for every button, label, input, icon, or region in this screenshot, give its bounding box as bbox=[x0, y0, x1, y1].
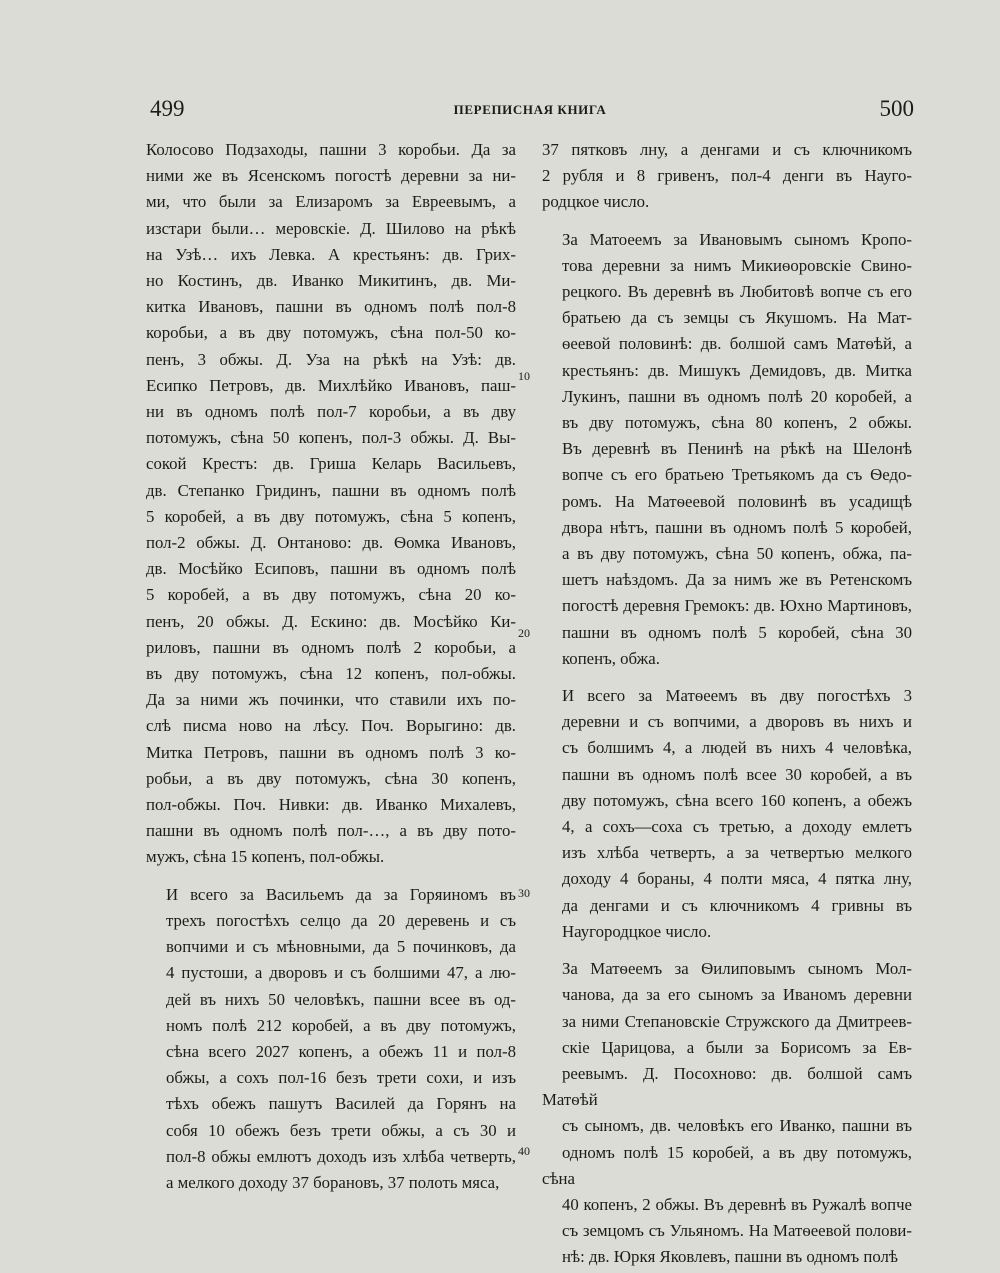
right-page-number: 500 bbox=[879, 96, 914, 121]
text-line: слѣ писма ново на лѣсу. Поч. Ворыгино: дв. bbox=[146, 716, 516, 736]
text-line: одномъ полѣ 15 коробей, а въ дву потомужъ, сѣна bbox=[542, 1142, 912, 1188]
text-line: За Матѳеемъ за Ѳилиповымъ сыномъ Мол- bbox=[562, 959, 912, 979]
text-line: вопчими и съ мѣновными, да 5 починковъ, да bbox=[166, 937, 516, 957]
text-line: пенъ, 3 обжы. Д. Уза на рѣкѣ на Узѣ: дв. bbox=[146, 349, 516, 369]
text-line: пол-обжы. Поч. Нивки: дв. Иванко Михалевъ, bbox=[146, 795, 516, 815]
text-line: доходу 4 бораны, 4 полти мяса, 4 пятка лну, bbox=[562, 869, 912, 889]
text-line: погостѣ деревня Гремокъ: дв. Юхно Мартиновъ, bbox=[562, 596, 912, 616]
text-line: пашни въ одномъ полѣ всее 30 коробей, а въ bbox=[562, 764, 912, 784]
text-line: деревни и съ вопчими, а дворовъ въ нихъ и bbox=[562, 712, 912, 732]
text-line: пол-8 обжы емлютъ доходъ изъ хлѣба четверть, bbox=[166, 1146, 516, 1166]
paragraph bbox=[542, 227, 912, 672]
text-line: копенъ, обжа. bbox=[562, 648, 660, 668]
text-line: но Костинъ, дв. Иванко Микитинъ, дв. Ми- bbox=[146, 271, 516, 291]
text-line: Въ деревнѣ въ Пенинѣ на рѣкѣ на Шелонѣ bbox=[562, 439, 912, 459]
text-line: номъ полѣ 212 коробей, а въ дву потомужъ, bbox=[166, 1015, 516, 1035]
left-page-number: 499 bbox=[150, 96, 185, 121]
text-line: въ дву потомужъ, сѣна 12 копенъ, пол-обжы. bbox=[146, 664, 516, 684]
text-line: братьею да съ земцы съ Якушомъ. На Мат- bbox=[562, 308, 912, 328]
text-line: 2 рубля и 8 гривенъ, пол-4 денги въ Науго- bbox=[542, 166, 912, 186]
text-line: нѣ: дв. Юркя Яковлевъ, пашни въ одномъ полѣ bbox=[562, 1247, 899, 1267]
text-line: тѣхъ обежъ пашутъ Василей да Горянъ на bbox=[166, 1094, 516, 1114]
text-line: ни въ одномъ полѣ пол-7 коробьи, а въ дву bbox=[146, 402, 516, 422]
text-line: дв. Мосѣйко Есиповъ, пашни въ одномъ полѣ bbox=[146, 559, 516, 579]
text-line: Да за ними жъ починки, что ставили ихъ по- bbox=[146, 690, 516, 710]
line-number: 10 bbox=[518, 369, 530, 383]
text-line: вопче съ его братьею Третьякомъ да съ Ѳедо- bbox=[562, 465, 912, 485]
text-line: ѳеевой половинѣ: дв. болшой самъ Матѳѣй, а bbox=[562, 334, 912, 354]
text-line: дей въ нихъ 50 человѣкъ, пашни всее въ од- bbox=[166, 989, 516, 1009]
text-line: ромъ. На Матѳеевой половинѣ въ усадищѣ bbox=[562, 491, 912, 511]
page-header bbox=[146, 96, 914, 132]
text-line: скіе Царицова, а были за Борисомъ за Ев- bbox=[562, 1037, 912, 1057]
text-line: родцкое число. bbox=[542, 192, 650, 212]
text-line: съ болшимъ 4, а людей въ нихъ 4 человѣка, bbox=[562, 738, 912, 758]
text-line: 5 коробей, а въ дву потомужъ, сѣна 5 копенъ, bbox=[146, 506, 516, 526]
line-number: 20 bbox=[518, 626, 530, 640]
text-line: да денгами и съ ключникомъ 4 гривны въ bbox=[562, 895, 912, 915]
text-line: чанова, да за его сыномъ за Иваномъ деревни bbox=[562, 985, 912, 1005]
text-line: изъ хлѣба четверть, а за четвертью мелкого bbox=[562, 843, 912, 863]
text-line: а мелкого доходу 37 борановъ, 37 полоть мяса, bbox=[166, 1172, 500, 1192]
text-line: двора нѣтъ, пашни въ одномъ полѣ 5 коробей, bbox=[562, 517, 912, 537]
text-line: шетъ наѣздомъ. Да за нимъ же въ Ретенскомъ bbox=[562, 570, 912, 590]
text-line: съ земцомъ съ Ульяномъ. На Матѳеевой полови- bbox=[562, 1221, 912, 1241]
line-number: 30 bbox=[518, 886, 530, 900]
text-line: мужъ, сѣна 15 копенъ, пол-обжы. bbox=[146, 847, 385, 867]
text-line: За Матоеемъ за Ивановымъ сыномъ Кропо- bbox=[562, 229, 912, 249]
text-line: ми, что были за Елизаромъ за Евреевымъ, а bbox=[146, 192, 516, 212]
text-line: сѣна всего 2027 копенъ, а обежъ 11 и пол-8 bbox=[166, 1041, 516, 1061]
paragraph bbox=[146, 137, 516, 871]
text-line: Митка Петровъ, пашни въ одномъ полѣ 3 ко- bbox=[146, 742, 516, 762]
text-line: пол-2 обжы. Д. Онтаново: дв. Ѳомка Ивановъ, bbox=[146, 533, 516, 553]
text-line: дву потомужъ, сѣна всего 160 копенъ, а обежъ bbox=[562, 790, 912, 810]
text-line: дв. Степанко Гридинъ, пашни въ одномъ полѣ bbox=[146, 480, 516, 500]
text-line: а въ дву потомужъ, сѣна 50 копенъ, обжа, па- bbox=[562, 544, 912, 564]
text-line: И всего за Васильемъ да за Горяиномъ въ bbox=[166, 884, 516, 904]
text-line: Есипко Петровъ, дв. Михлѣйко Ивановъ, паш- bbox=[146, 375, 516, 395]
text-line: сокой Крестъ: дв. Гриша Келарь Васильевъ, bbox=[146, 454, 516, 474]
text-line: пенъ, 20 обжы. Д. Ескино: дв. Мосѣйко Ки- bbox=[146, 611, 516, 631]
text-line: пашни въ одномъ полѣ 5 коробей, сѣна 30 bbox=[562, 622, 912, 642]
text-line: въ дву потомужъ, сѣна 80 копенъ, 2 обжы. bbox=[562, 413, 912, 433]
text-line: коробьи, а въ дву потомужъ, сѣна пол-50 ко- bbox=[146, 323, 516, 343]
right-text-column bbox=[542, 137, 912, 1271]
text-line: Колосово Подзаходы, пашни 3 коробьи. Да за bbox=[146, 140, 516, 159]
running-title: ПЕРЕПИСНАЯ КНИГА bbox=[453, 102, 607, 117]
text-line: И всего за Матѳеемъ въ дву погостѣхъ 3 bbox=[562, 686, 912, 706]
paragraph bbox=[542, 683, 912, 945]
text-line: 40 копенъ, 2 обжы. Въ деревнѣ въ Ружалѣ вопче bbox=[562, 1194, 912, 1214]
line-number: 40 bbox=[518, 1144, 530, 1158]
text-line: робьи, а въ дву потомужъ, сѣна 30 копенъ, bbox=[146, 768, 516, 788]
paragraph bbox=[542, 137, 912, 216]
text-line: ними же въ Ясенскомъ погостѣ деревни за ни- bbox=[146, 166, 516, 186]
text-line: това деревни за нимъ Микиѳоровскіе Свино- bbox=[562, 255, 912, 275]
text-line: рецкого. Въ деревнѣ въ Любитовѣ вопче съ его bbox=[562, 282, 912, 302]
text-line: обжы, а сохъ пол-16 безъ трети сохи, и изъ bbox=[166, 1068, 516, 1088]
paragraph bbox=[146, 882, 516, 1196]
text-line: пашни въ одномъ полѣ пол-…, а въ дву пото- bbox=[146, 821, 516, 841]
text-line: собя 10 обежъ безъ трети обжы, а съ 30 и bbox=[166, 1120, 516, 1140]
left-text-column bbox=[146, 137, 516, 1196]
text-line: 5 коробей, а въ дву потомужъ, сѣна 20 ко- bbox=[146, 585, 516, 605]
text-line: 4 пустоши, а дворовъ и съ болшими 47, а лю- bbox=[166, 963, 516, 983]
text-line: 37 пятковъ лну, а денгами и съ ключникомъ bbox=[542, 140, 912, 159]
text-line: Наугородцкое число. bbox=[562, 921, 712, 941]
text-line: реевымъ. Д. Посохново: дв. болшой самъ Матѳѣй bbox=[542, 1063, 912, 1110]
text-line: Лукинъ, пашни въ одномъ полѣ 20 коробей, а bbox=[562, 386, 912, 406]
text-line: трехъ погостѣхъ селцо да 20 деревень и съ bbox=[166, 910, 516, 930]
text-line: крестьянъ: дв. Мишукъ Демидовъ, дв. Митка bbox=[562, 360, 912, 380]
text-line: съ сыномъ, дв. человѣкъ его Иванко, пашни въ bbox=[562, 1116, 912, 1136]
text-line: 4, а сохъ—соха съ третью, а доходу емлетъ bbox=[562, 817, 912, 837]
text-line: на Узѣ… ихъ Левка. А крестьянъ: дв. Грих- bbox=[146, 244, 516, 264]
text-line: изстари были… меровскіе. Д. Шилово на рѣкѣ bbox=[146, 218, 516, 238]
text-line: потомужъ, сѣна 50 копенъ, пол-3 обжы. Д. Вы- bbox=[146, 428, 516, 448]
text-line: китка Ивановъ, пашни въ одномъ полѣ пол-8 bbox=[146, 297, 516, 317]
paragraph bbox=[542, 956, 912, 1270]
text-line: риловъ, пашни въ одномъ полѣ 2 коробьи, а bbox=[146, 637, 516, 657]
text-line: за ними Степановскіе Стружского да Дмитреев- bbox=[562, 1011, 912, 1031]
